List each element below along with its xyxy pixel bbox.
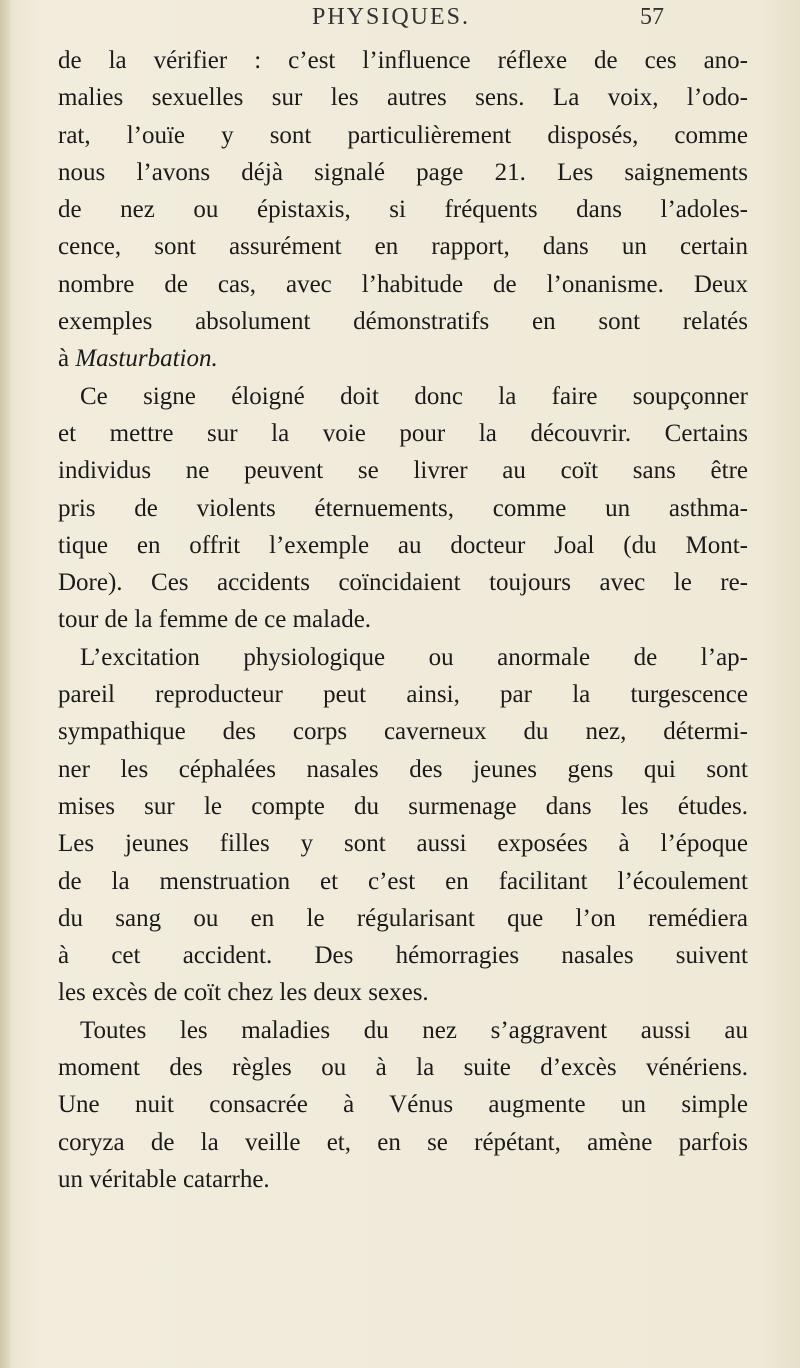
text-line: mises sur le compte du surmenage dans les études.	[58, 792, 748, 820]
text-line: Les jeunes filles y sont aussi exposées à l’époque	[58, 830, 748, 858]
text-line: pris de violents éternuements, comme un asthma-	[58, 494, 748, 522]
text-line: de nez ou épistaxis, si fréquents dans l’adoles-	[58, 196, 748, 224]
text-line: pareil reproducteur peut ainsi, par la turgescence	[58, 681, 748, 709]
text-line: du sang ou en le régularisant que l’on remédiera	[58, 904, 748, 932]
text-line: un véritable catarrhe.	[58, 1165, 270, 1193]
text-line-with-reference	[58, 340, 748, 377]
text-line: de la vérifier : c’est l’influence réflexe de ces ano-	[58, 47, 748, 74]
page-spine-shadow	[0, 0, 10, 1368]
text-line: Dore). Ces accidents coïncidaient toujours avec le re-	[58, 569, 748, 597]
italic-reference: Masturbation.	[75, 345, 218, 373]
text-line: tique en offrit l’exemple au docteur Joal (du Mont-	[58, 531, 748, 559]
text-line: cence, sont assurément en rapport, dans un certain	[58, 233, 748, 261]
text-line-prefix: à	[58, 345, 76, 373]
text-line: rat, l’ouïe y sont particulièrement disposés, comme	[58, 121, 748, 149]
text-line: nombre de cas, avec l’habitude de l’onanisme. Deux	[58, 270, 748, 298]
text-line: individus ne peuvent se livrer au coït sans être	[58, 457, 748, 485]
text-line: à cet accident. Des hémorragies nasales suivent	[58, 942, 748, 970]
running-title: PHYSIQUES.	[312, 4, 471, 30]
text-line: moment des règles ou à la suite d’excès vénériens.	[58, 1054, 748, 1082]
text-line: nous l’avons déjà signalé page 21. Les saignements	[58, 158, 748, 186]
text-line: Ce signe éloigné doit donc la faire soupçonner	[80, 382, 748, 410]
text-line: exemples absolument démonstratifs en sont relatés	[58, 308, 748, 336]
text-line: sympathique des corps caverneux du nez, détermi-	[58, 718, 748, 746]
text-line: de la menstruation et c’est en facilitant l’écoulement	[58, 867, 748, 895]
text-line: les excès de coït chez les deux sexes.	[58, 979, 429, 1007]
text-line: coryza de la veille et, en se répétant, amène parfois	[58, 1128, 748, 1156]
text-line: L’excitation physiologique ou anormale de l’ap-	[80, 643, 748, 671]
text-line: tour de la femme de ce malade.	[58, 606, 372, 634]
text-line: Toutes les maladies du nez s’aggravent aussi au	[80, 1016, 748, 1044]
text-line: ner les céphalées nasales des jeunes gens qui sont	[58, 755, 748, 783]
text-line: malies sexuelles sur les autres sens. La voix, l’odo-	[58, 84, 748, 112]
text-line: et mettre sur la voie pour la découvrir. Certains	[58, 419, 748, 447]
text-line: Une nuit consacrée à Vénus augmente un simple	[58, 1091, 748, 1119]
page-number: 57	[640, 4, 664, 30]
body-text	[58, 42, 748, 1198]
page-header	[0, 4, 800, 34]
